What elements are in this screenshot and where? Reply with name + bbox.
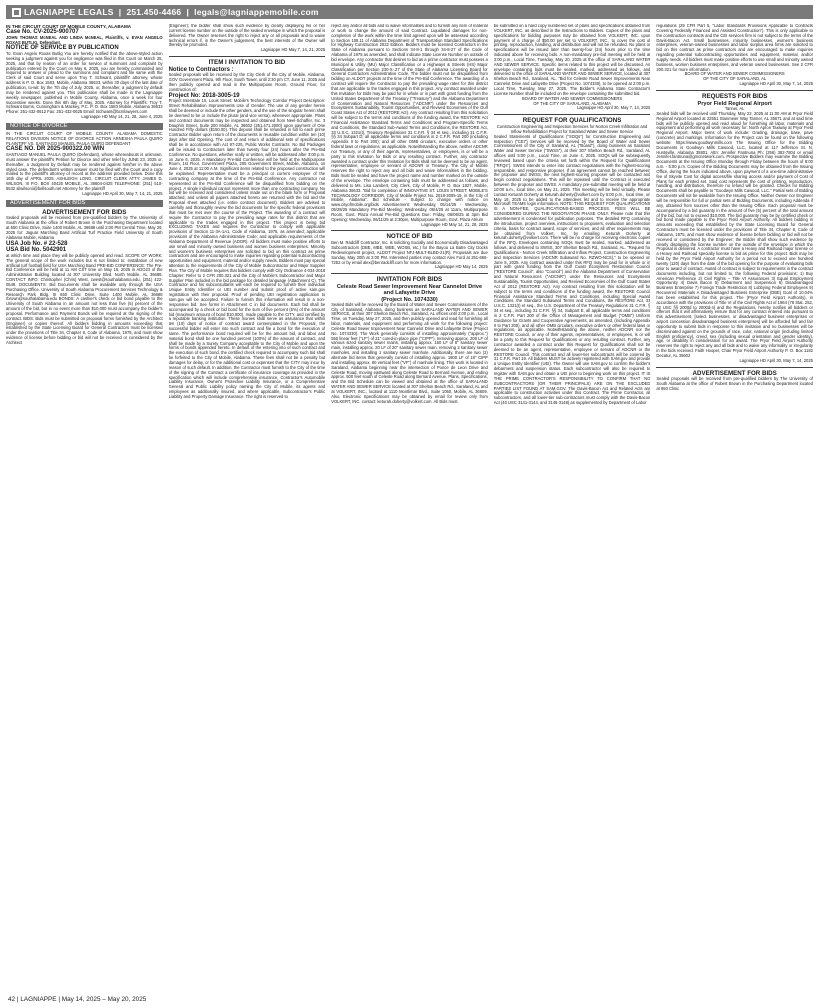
section-bar-divorce: NOTICE OF DIVORCE (6, 123, 163, 130)
legal-columns (6, 24, 813, 992)
bid-title: ADVERTISEMENT FOR BIDS (42, 208, 127, 216)
rfb-location: Tanner, AL (724, 105, 745, 111)
rfq-title: REQUEST FOR QUALIFICATIONS (522, 117, 622, 125)
rfq-subtitle: Construction Engineering and Inspection Services for Norton Creek Infiltration and Inflow Rehabilitation Project for Saraland Water and Sewer Service (496, 123, 648, 134)
page-footer (8, 996, 146, 1003)
column-1 (6, 24, 163, 992)
footer-publication: LAGNIAPPE (20, 996, 57, 1003)
itb-intro: Sealed proposals will be received by the City Clerk of the City of Mobile, Alabama, GOV Government Plaza, 9th Floor, South Tower, until 2:30 pm CT, June 11, 2025 and then publicly opened and read in the Multipurpose Room, Ground Floor, for construction of: (168, 72, 326, 92)
ifb-subtitle: Celeste Road Sewer Improvement Near Cannelot Drive and Lafayette Drive (336, 284, 483, 297)
advertisement-body: Sealed proposals will be received from pre-qualified bidders by The University of South Alabama at the office of Robert Brown in the Purchasing Department located at 650 Clinic (656, 376, 813, 392)
bid-continued-body: (Engineer); the bidder shall show such evidence by clearly displaying his or her current license number on the outside of the sealed envelope in which the proposal is delivered. The Owner reserves the right to reject any or all proposals and to waive technical errors if, in the Owner's judgement, the best interests of the Owner will thereby be promoted. (168, 24, 326, 48)
itb-subtitle: Notice to Contractors : (168, 66, 234, 73)
column-4 (494, 24, 651, 992)
notice-body: To: Evan Angelo Roxas Butlig You are hereby notified that the above-styled action seeking a judgment against you for negligence was filed in this Court on March 25, 2025, and that by reason of an order for service of summons and complaint by publication entered by the Court on May 6, 2025, you are hereby commanded and required to answer or plead to the summons and complaint and file same with the Clerk of said Court and serve upon Troy T. Schwant, plaintiffs' attorney, whose address is P. O. Box 1583, Mobile, Alabama 36633, within 30 days of the last date of publication, to-wit: by the 7th day of July, 2025, or, thereafter, a judgment by default may be rendered against you. This publication shall be made in the Lagniappe weekly newspaper, published in Mobile County, Alabama, once a week for four successive weeks. Done this 6th day of May, 2025. Attorney for Plaintiffs: Troy T. Schwant Burns, Cunningham & Mackey, P.C. P. O. Box 1583 Mobile, Alabama 36633 Phone: 251-432-0612 Fax: 251-432-0625 Email: tschwant@bcmlawyers.com (6, 51, 163, 115)
itb-continued-dates: Lagniappe HD May 14, 21, 28, 2025 (421, 221, 488, 227)
ifb-body: Sealed Bids will be received by the Board of Water and Sewer Commissioners of the City of Saraland, Alabama, doing business as SARALAND WATER AND SEWER SERVICE, at their 307 Shelton Beach Rd., Saraland, AL offices until 2:00 p.m., Local Time, on Tuesday, May 27, 2025, and then publicly opened and read for furnishing all labor, materials, and equipment and performing all work for the following project: Celeste Road Sewer Improvement Near Cannelot Drive and Lafayette Drive (Project No. 1074330). The Work generally consists of installing approximately ("approx.") 550 linear feet ("LF") of 21" cured-in-place pipe ("CIPP"), removing approx. 200 LF of various sized sanitary sewer mains, installing approx. 150 LF of 8" sanitary sewer main, installing approx. 20 LF of 20" sanitary sewer main, removing 2 sanitary sewer manholes, and installing 1 sanitary sewer manhole. Additionally, there are two (2) alternate bid items that generally consist of installing approx. 1800 LF of 18" CIPP and installing approx. 80 vertical feet ("VF") of manhole lining. This work is located in Saraland, Alabama beginning near the intersection of Ponce de Leon Drive and Celeste Road, moving eastward along Celeste Road to Bernard Avenue, and ending approx. 500 feet south of Celeste Road along Bernard Avenue. Plans, Specifications, and the Bid Schedule can be viewed and obtained at the office of SARALAND WATER AND SEWER SERVICE located at 307 Shelton Beach Rd., Saraland, AL and at VOLKERT, INC., located at 1110 Montlimar Blvd., Suite 1050, Mobile, AL 36609. Also, Electronic Specifications may be obtained by email for review only from VOLKERT, INC. contact: keturah.doherty@volkert.com. All Bids must (331, 301, 488, 404)
divider (656, 367, 813, 368)
ifb-title: INVITATION FOR BIDS (376, 276, 443, 284)
section-bar-bids: ADVERTISEMENT FOR BIDS (6, 200, 163, 207)
rfq-signature-city: OF THE CITY OF SARALAND, AL (703, 76, 767, 82)
rfb-body: Sealed bids will be received until Thursday, May 22, 2025 at 11:00 AM at Pryor Field Regional Airport located at 22551 Stanmeier Way Tanner, AL 35671 and at said time bids will be publicly opened and read aloud for furnishing all labor, materials and equipment and performing all work necessary for: North Apron Taxiway at Pryor Field Regional Airport. Major items of work include: Grading, drainage, base, pave (concrete) and markings. Information for the Project can be found on the following website: https://www.goodwynmills.com The Issuing Office for the Bidding Documents is Goodwyn Mills Cawood, LLC, located at 117 Jefferson St. N, Huntsville, Alabama 35801, Attn: Jennifer Fantnuna Ph: (256) 382-7804 or email Jennifer.fantnuna@gmcnetwork.com. Prospective Bidders may examine the Bidding Documents at the Issuing Office Monday through Friday between the hours of 8:00 a.m. - 5:00 p.m. Copies of the Bidding Documents may be obtained from the Issuing Office, during the hours indicated above, upon payment of a one-time administrative fee of Skyvite Cost for digital access/file sharing access and/or payment of Cost of Plans for each printed set. Said cost represents the cost of printing, reproduction, handling, and distribution, therefore no refund will be granted. Checks for Bidding Documents shall be payable to "Goodwyn Mills Cawood, LLC." Partial sets of Bidding Documents will not be available from the Issuing Office. Neither Owner nor Engineer will be responsible for full or partial sets of Bidding Documents, including Addenda if any, obtained from sources other than the Issuing Office. Each proposal must be accompanied by a bid guaranty in the amount of five (5) percent of the total amount of the bid, but not to exceed $10,000. The bid guaranty may be by certified check or bid bond made payable to the Pryor Field Airport Authority. All bidders bidding in amounts exceeding that established by the State Licensing Board for General Contractors must be licensed under the provisions of Title 34, Chapter 8, Code of Alabama, 1975, and must show evidence of license before bidding or bid will not be received or considered by the Engineer; the Bidder shall show such evidence by clearly displaying the license number on the outside of the envelope in which the Proposal is delivered. A contractor must have a Heavy and Railroad major license or a Heavy and Railroad specialty license to bid as prime for this project. Bids may be held by the Pryor Field Airport Authority for a period not to exceed one hundred twenty (120) days from the date of the bid opening for the purpose of evaluating bids prior to award of contract. Award of contract is subject to requirements in the contract documents including, but not limited to, the following Federal provisions: 1) Buy American Preference 2) Civil Rights – Title VI Assurances 3) Equal Employment Opportunity 4) Davis Bacon 5) Debarment and Suspension 6) Disadvantaged Business Enterprise 7) Foreign Trade Restriction 8) Lobbying Federal Employees 9) Recovered Materials A Disadvantaged Business Enterprise (DBE) Goal of 10.04% has been established for this project. The (Pryor Field Airport Authority), in accordance with the provisions of Title VI of the Civil Rights Act of 1964 (78 Stat. 252, 42 USC §§ 2000d to 2000d-4) and the Regulations, hereby notifies all bidders or offerors that it will affirmatively ensure that for any contract entered into pursuant to this advertisement, [select businesses, or disadvantaged business enterprises or airport concession disadvantaged business enterprises] will be afforded full and fair opportunity to submit bids in response to this invitation and no businesses will be discriminated against on the grounds of race, color, national origin (including limited English proficiency), creed, sex (including sexual orientation and gender identity), age, or disability in consideration for an award. The Pryor Field Airport Authority reserves the right to reject any and all bids and to waive any informality or irregularity in the bids received. Faith Hooper, Chair Pryor Field Airport Authority P. O. Box 1182 Decatur, AL 35602 (656, 110, 813, 358)
rfb-airport: Pryor Field Regional Airport (697, 100, 772, 107)
ifb-signature-city: OF THE CITY OF SARALAND, ALABAMA (533, 100, 611, 106)
bid-job-number: USA Job No. # 22-528 (6, 240, 68, 247)
header-publication: LAGNIAPPE LEGALS (24, 7, 114, 17)
divorce-body: SANTIAGO MANUEL PAULA QUIRO (Defendant), whose whereabouts is unknown, must answer the plaintiff's Petition for Divorce and other relief by JUNE 23, 2025 or, thereafter, a Judgment by Default may be rendered against him/her in the above styled case. The defendant's written answer must be filed with the Court and a copy mailed to the plaintiff's attorney of record at the address provided below. Done this 16th day of APRIL 2025. ASHLEIGH LONG, CIRCUIT CLERK ATTY: JAMES D. WILSON, III P.O. BOX 40425 MOBILE, AL 36604-0425 TELEPHONE: (251) 510-5532 silwilsonii@bellsouth.net Attorney for the plaintiff (6, 152, 163, 191)
ifb-continued-body: be submitted on a hard copy numbered set of plans and specifications obtained from VOLKERT, INC. as described in the Instructions to Bidders. Copies of the plans and specifications for bidding purposes may be obtained from VOLKERT, INC. upon payment of a charge of $50.00 per set to VOLKERT, INC., to cover the cost of printing, reproduction, handling, and distribution and will not be refunded. No plans or specifications will be issued later than twenty-four (24) hours prior to the time indicated above for receiving bids. A non-mandatory pre-bid meeting will be held at 3:00 p.m., Local Time, Tuesday, May 20, 2025 at the office of SARALAND WATER AND SEWER SERVICE. Specific items related to this project will be discussed. An envelope containing bids must be sealed, marked, addressed as follows, and delivered to the office of SARALAND WATER AND SEWER SERVICE, located at 307 Shelton Beach Rd., Saraland, AL. "Bid for Celeste Road Sewer Improvements Near Cannelot Drive and Lafayette Drive (Project No. 1074330), to be opened at 2:00 p.m. Local Time, Tuesday, May 27, 2025. The Bidder's Alabama State Contractor's License Number shall be included on the envelope containing the submitted bid. (493, 24, 651, 96)
bid-body: at which time and place they will be publicly opened and read. SCOPE OF WORK: The general scope of the work includes but is not limited to: Installation of new artificial turf football field for USA Marching Band PRE-BID CONFERENCE: The Pre-Bid Conference will be held at 11 AM CST time on May 16, 2025 in ADO23 of the Administration Building located at 307 University Blvd. North Mobile, AL 36688. CONTACT INFO: Christopher (Chris) West, cwest@southalabama.edu, (251) 422-0548. DOCUMENTS: Bid Documents shall be available only through the USA Purchasing Office. University of South Alabama Procurement Services Technology & Research Park Bldg. III 650 Clinic Drive, Suite 1400 Mobile, AL 36688 rbrown@southalabama.edu BONDS: A cashier's check or bid bond payable to the University of South Alabama in an amount not less than five (5) percent of the amount of the bid, but in no event more than $10,000 must accompany the bidder's proposal. Performance and Payment Bonds will be required at the signing of the contract. BIDS: Bids must be submitted on proposal forms furnished by the Architect (Engineer) or copies thereof. All bidders bidding in amounts exceeding that established by the State Licensing Board for General Contractors must be licensed under the provisions of Title 34, Chapter 8, Code of Alabama, 1975, and must show evidence of license before bidding or bid will not be received or considered by the Architect (6, 252, 163, 345)
header-phone: 251.450-4466 (126, 7, 182, 17)
header-email[interactable]: legals@lagniappemobile.com (194, 7, 319, 17)
footer-dates: May 14, 2025 – May 20, 2025 (61, 996, 147, 1003)
itb-body: Project Interstate 10, Louis Street: Mobile's Technology Corridor Project Description: Street Rehabilitation Improvements Use of Gender. The use of any gender herein shall be deemed or include the other genders, and the use of the singular herein shall be deemed to be or include the plural (and vice versa), whenever appropriate. Plans and contract documents may be inspected and obtained from Neel-Schaffer, Inc. 3 Dauphin Street, Suite 200 Mobile, AL 36602 (251.471.2000) upon payment of One Hundred Fifty dollars ($150.00). This deposit shall be refunded in full to each prime Contractor Bidder upon return of the documents in reusable condition within ten (10) days after Bid Opening. The cost of and return of additional sets of specifications shall be in accordance with Act 97-225, Public Works Contracts. No Bid Packages will be issued to Contractors later than twenty four (24) hours after the Pre-Bid Conference. No questions, whether orally or written, will be addressed after 3:00 p.m. on June 6, 2025. A Mandatory Pre-Bid Conference will be held at the Multipurpose Room, 1st Floor, Government Plaza, 205 Government Street, Mobile, Alabama, on June 4, 2025 at 11:00 A.M. Significant items related to the proposed construction will be explained. Representative must be a principal or current employee of the contracting company at the time of the Pre-Bid Conference. Any contractor not represented at the Pre-Bid Conference will be disqualified from bidding on the project. A single individual cannot represent more than one contracting company. No bid will be received and considered unless made out on the blank form or Proposal attached, and unless all papers attached hereto are returned with the bid and the Proposal sheet attached (i.e. entire contract document). Bidders are advised to carefully and thoroughly review the bid documents for the specific federal provisions that must be met over the course of the Project. The awarding of a contract will require the Contractor to pay the prevailing wage rates for this district that are applicable to the trades engaged in this project. This project is being bid EXCLUDING TAXES and requires the Contractor to comply with applicable provisions of Section 11-3A-1A1, Code of Alabama, 1975, as amended; applicable provisions of the Alabama Administrative Code; and applicable requirements of the Alabama Department of Revenue (ADOR). All bidders must make positive efforts to use small and minority owned business and women business enterprises. Minority and women's business enterprises are solicited to bid on this contract as prime contractors and are encouraged to make inquiries regarding potential subcontracting opportunities and equipment, material and/or supply needs. Bidders must pay special attention to the requirements of the City of Mobile Subcontractor and Major Supplier Plan. The City of Mobile requires that bidders comply with City Ordinance 4-034-2018 Chapter: Refer to 2 CFR 200.321 and the City of Mobile's Subcontractor and Major Supplier Plan included in the bid package for detailed language (Attachment C). The Contractor and his subconsultants will each be required to furnish their individual Unique Entity Identifier or UEI number and submit proof of active sam.gov registration with their proposal. Proof of pending UEI registration application to sam.gov will be accepted. Failure to furnish this information will result in a non-responsive bid. See forms in Attachment C in bid documents. Each bid shall be accompanied by a check or bid bond for the sum of five percent (5%) of the amount bid (maximum amount of bond $10,000), made payable to the CITY, and certified by a reputable banking institution. These monies shall serve as assurance that within ten (10) days of notice of contract award contemplated in the Proposal, the successful bidder will enter into such contract and file a bond for the execution of same. The performance bond required will be for the amount bid, and labor and material bond shall be one hundred percent (100%) of the amount of contract, and shall be made by a Surety Company acceptable to the City of Mobile and upon the forms of bonds appended hereto. In default of the entering into of such contract and the execution of such bond, the certified check required to accompany such bid shall be forfeited to the City of Mobile, Alabama. These fees shall not be a penalty but damages for delay, or for the additional cost or expenses that the CITY may incur by reason of such default. In addition, the Contractor must furnish to the City of the time of the signing of the Contract a certificate of insurance coverage as provided in the specification which will include comprehensive insurance, Contractor's Automobile Liability Insurance, Owner's Protective Liability Insurance, or a Comprehensive General and Public Liability policy naming the City of Mobile, its agents and employees as additionally insured, and where applicable, Subcontractor's Public Liability and Property Damage Insurance. The right is reserved to (168, 98, 326, 399)
divider (331, 273, 488, 274)
rfq-continued-dates: Lagniappe HD April 30, May 7, 14, 2025 (739, 81, 813, 87)
notice-of-bid-title: NOTICE OF BID (386, 233, 433, 241)
header-separator: | (113, 7, 127, 17)
itb-title: ITEM I INVITATION TO BID (208, 59, 286, 67)
notice-case-number: Case No. CV-2025-900707 (6, 29, 79, 36)
bid-continued-dates: Lagniappe HD May 7, 14, 21, 2025 (260, 47, 326, 53)
notice-of-bid-body: Ben M. Radcliff Contractor, Inc. is soliciting Socially and Economically Disadvantaged Subcontractors (DBE, MBE, WBE, WOSB, etc.) for the Bayou La Batre City Docks Redevelopment project, ALDOT Project NFJ-MULT-BLBD-21(R). Proposals are due Sunday, May 20th at 2:00 PM. Interested parties may contact Alex Ford at 251-666-7252 or by email alex@benradcliff.com for more information. (331, 240, 488, 265)
footer-separator: | (16, 996, 21, 1003)
ifb-project-number: (Project No. 1074330) (381, 296, 438, 303)
divorce-case-number: CASE NO. DR 2025-900322.00 WIN (6, 146, 105, 153)
logo-square-icon (12, 8, 21, 17)
divorce-publication-dates: Lagniappe HD April 30, May 7, 14, 21, 2025 (82, 190, 163, 196)
divorce-heading: IN THE CIRCUIT COURT OF MOBILE COUNTY ALABAMA DOMESTIC RELATIONS DIVISION NOTICE OF DIVORCE ACTION ARNESHA PAULA QUIRO PLAINTIFF VS. SANTIAGO MANUEL PAULA QUIRO DEFENDANT (6, 130, 163, 146)
notice-publication-dates: Lagniappe HD May 14, 21, 28, June 4, 2025 (81, 114, 163, 120)
divider (656, 90, 813, 91)
notice-title: NOTICE OF SERVICE BY PUBLICATION (6, 45, 119, 52)
bid-bid-number: USA Bid No. 5042901 (6, 247, 67, 254)
footer-separator: | (58, 996, 62, 1003)
notice-of-bid-dates: Lagniappe HD May 14, 2025 (435, 264, 488, 270)
rfq-signature-board: BOARD OF WATER AND SEWER COMMISSIONERS (684, 71, 785, 77)
ifb-signature-board: BOARD OF WATER AND SEWER COMMISSIONERS (522, 95, 623, 101)
rfq-body: Sealed Statements of Qualifications ("SOQs") for Construction Engineering and Inspection ("CEI") Services will be received by the Board of Water and Sewer Commissioners of the City of Saraland, AL ("Board"), doing business as Saraland Water and Sewer Service ("SWSS"), at their 307 Shelton Beach Rd., Saraland, AL offices until 5:00 p.m., Local Time, on June 4, 2025. SOQs will be subsequently reviewed based upon the criteria set forth within the Request for Qualifications ("RFQs"). SWSS intends to enter into contract negotiations with the highest-scoring responsible, and responsive proposer. If an agreement cannot be reached between the proposer and SWSS, the next highest-scoring proposer will be contacted and begin contract negotiations. This will be repeated until the Contract is executed between the proposer and SWSS. A mandatory pre-submittal meeting will be held at 10:00 a.m., local time, on May 21, 2025. This meeting will be held virtually. Please contact Keturah Doherty at keturah.doherty@volkert.com by 5:00 p.m., local time, on May 19, 2025 to be added to the attendees list and to receive the appropriate Microsoft TEAMS login information. NOTE: THIS REQUEST FOR QUALIFICATIONS IS A NON-FEE, QUALIFICATIONS-BASED PROCESS. FEES WILL BE CONSIDERED DURING THE NEGOTIATION PHASE ONLY. Please note that this advertisement is condensed for publication purposes. The detailed RFQ containing the introduction, project overview, instructions to proposers, evaluation and selection criteria, basis for contract award, scope of services, and all other requirements may be obtained from Volkert, Inc. by emailing Keturah Doherty at keturah.doherty@volkert.com. There will be no charge for receiving electronic copies of the RFQ. Envelopes containing SOQs must be sealed, marked, addressed as follows, and delivered to SWSS, 307 Shelton Beach Rd., Saraland, AL. "Request for Qualifications - Norton Creek Infiltration and Inflow Project, Construction Engineering and Inspection Services (ADCNR Subaward No. RZWO-NCS)," to be opened on June 5, 2025. Any contract awarded under this RFQ may be paid for in whole or in part with grant funding from the Gulf Coast Ecosystem Restoration Council ("RESTORE Council", also "Council") and the Alabama Department of Conservation and Natural Resources ("ADCNR") under the Resources and Ecosystems Sustainability, Tourist Opportunities, and Revived Economies of the Gulf Coast States Act of 2012 (RESTORE Act). Any contract resulting from this solicitation will be subject to the terms and conditions of the funding award, the RESTORE Council Financial Assistance Standard Terms and Conditions, including Special Award Conditions, the Standard Subaward Terms and Conditions, the RESTORE Act, 33 U.S.C. 1321(t) et seq., the U.S. Department of the Treasury Regulations 31 C.F.R. § 34 et seq., including 31 C.F.R. §§ 34, Subpart E, all applicable terms and conditions in 2 C.F.R. Part 200 of the Office of Management and Budget ("OMB") Uniform Guidance for Grants and Cooperative Agreements, as amended, (including Appendix II to Part 200), and all other OMB circulars, executive orders or other federal laws or regulations, as applicable. Notwithstanding the above, neither ADCNR nor the RESTORE Council, or any of their agents, representatives, or employees, is or will be a party to this Request for Qualifications or any resulting contract. Further, any contractor awarded a contract under this Request for Qualifications shall not be deemed to be an agent, representative, employee or servant of ADCNR or the RESTORE Council. This contract and all lower-tier subcontracts will be covered by 31 C.F.R. Part 19. All bidders MUST be actively registered with SAM.gov and provide a Unique Entity Identifier (UEI). The Owner will use SAM.gov to confirm the bidder's debarment and suspension status. Each subcontractor will also be required to register with SAM.gov and obtain a UEI prior to beginning work on this project. IT IS THE PRIME CONTRACTOR'S RESPONSIBILITY TO CONFIRM THAT NO SUBCONTRACTORS (OR THEIR PRINCIPALS) ARE ON THE EXCLUDED PARTIES LIST FOUND AT SAM.GOV. The Davis-Bacon Act and Related Acts are applicable to construction activities under this Contract. The Prime Contractor, all subcontractors, and all lower-tier sub-contractors must comply with the Davis-Bacon Act (40 USC 3141-3144, and 3146-3148) as supplemented by Department of Labor (493, 133, 651, 406)
bid-intro: Sealed proposals will be received from pre-qualified bidders by The University of South Alabama at the office of Robert Brown in the Purchasing Department located at 650 Clinic Drive, Suite 1400 Mobile, AL 36688 until 2:00 PM Central Time, May 29, 2025 for: Jaguar Marching Band Artificial Turf Practice Field University of South Alabama Mobile, Alabama (6, 215, 163, 240)
footer-page-number: 42 (8, 996, 16, 1003)
notice-court: IN THE CIRCUIT COURT OF MOBILE COUNTY, ALABAMA (6, 24, 132, 29)
itb-continued-body: reject any and/or all bids and to waive informalities and to furnish any item of material or work to change the amount of said Contract. Liquidated damages for non-completion of the work within the time limit agreed upon will be assessed according to Section 108.11 of Alabama Department of Transportation Standard Specifications for Highway Construction 2022 Edition. Bidders must be licensed Contractors in the State of Alabama pursuant to Sections 34-8-1 through 34-8-27 of the Code of Alabama of 1975 as amended, and shall indicate State License Number on outside of bid envelope. Any contractor that desires to bid as a prime contractor must possess a Municipal & Utility (MU) Major Classification or a Highways & Streets (HS) Major Classification per Section 230-X-.27 of the State of Alabama Licensing Board for General Contractors Administrative Code. The bidder must not be disqualified from bidding on ALDOT projects at the time of the Pre-Bid Conference. The awarding of a contract will require the Contractor to pay the prevailing wage rates for this district that are applicable to the trades engaged in this project. Any contract awarded under this Invitation for Bids may be paid for in whole or in part with grant funding from the United States Department of the Treasury ("Treasury") and the Alabama Department of Conservation and Natural Resources ("ADCNR") under the Resources and Ecosystems Sustainability, Tourist Opportunities, and Revived Economies of the Gulf Coast States Act of 2012 (RESTORE Act). Any contract resulting from this solicitation will be subject to the terms and conditions of the funding award, the RESTORE Act Financial Assistance Standard Terms and Conditions and Program-Specific Terms and Conditions, the Standard Sub-Award Terms and Conditions, the RESTORE Act, 33 U.S.C. 1321(t), Treasury Regulations 31 C.F.R. § 34 et seq., including 31 C.F.R. §§ 34 Subpart D; all applicable terms and conditions in 2 C.F.R. Part 200 (including Appendix II to Part 200); and all other OMB circulars, executive orders or other federal laws or regulations, as applicable. Notwithstanding the above, neither ADCNR nor Treasury, or any of their agents, representatives, or employees, is or will be a party to this Invitation for Bids or any resulting contract. Further, any contractor awarded a contract under this Invitation for Bids shall not be deemed to be an agent, representative, employee or servant of ADCNR or Treasury. The City of Mobile reserves the right to reject any and all bids and waive informalities in the bidding. Bids must be sealed and have the project name and number marked on the outside of the envelope. The envelope containing bids must be addressed as follows, and delivered to Ms. Lisa Lambert, City Clerk, City of Mobile, P. O. Box 1827, Mobile, Alabama 36633. "Bid for completion of INNOVATIVE ST. LOUIS STREET: MOBILE'S TECHNOLOGY CORRIDOR, City of Mobile Project No. 2018-3005-19, in the City of Mobile, Alabama". Bid schedule - Subject to change with notice on www.cityofmobile.org/bids Advertisement: Wednesday, 05/14/25 - Wednesday, 05/28/25 Mandatory Pre-Bid Meeting: Wednesday, 06/4/25 at 11am, Multipurpose Room, Govt. Plaza Annual Pre-Bid Questions Due: Friday, 06/06/25 at 3pm Bid Opening: Wednesday, 06/11/25 at 2:30pm, Multipurpose Room, Govt. Plaza Atrium (331, 24, 488, 222)
ifb-continued-dates: Lagniappe HD April 30, May 7, 14, 2025 (576, 105, 651, 111)
notice-parties: JOHN THOMAS McNEAL AND LINDA McNEAL, Plaintiffs, v. EVAN ANGELO ROXAS BUTLIG, Defendant. (6, 34, 163, 45)
rfb-dates: Lagniappe HD April 30, May 7, 14, 2025 (739, 357, 813, 363)
divider (169, 56, 326, 57)
header-separator: | (181, 7, 195, 17)
column-5 (656, 24, 813, 992)
page-header (6, 5, 813, 19)
rfb-title: REQUESTS FOR BIDS (702, 92, 768, 100)
rfq-continued-body: regulations (29 CFR Part 5, "Labor Standards Provisions Applicable to Contracts Covering Federally Financed and Assisted Construction"). This is only applicable to the construction contracts and the CEI services firm is not subject to the terms of the Davis-Bacon Act. Small businesses, minority businesses, women's business enterprises, veteran-owned businesses and labor surplus area firms are solicited to bid on this contract as prime contractors and are encouraged to make inquiries regarding potential subcontracting opportunities and equipment, material, and/or supply needs. All bidders must make positive efforts to use small and minority owned business, women business enterprises, and veteran owned businesses. See 2 CFR 200.321 for more information. (656, 24, 813, 72)
divider (494, 114, 651, 115)
itb-project-number: Project No: 2018-3005-19 (168, 92, 240, 99)
advertisement-title: ADVERTISEMENT FOR BIDS (692, 369, 777, 377)
column-2 (169, 24, 326, 992)
divider (331, 230, 488, 231)
column-3 (331, 24, 488, 992)
